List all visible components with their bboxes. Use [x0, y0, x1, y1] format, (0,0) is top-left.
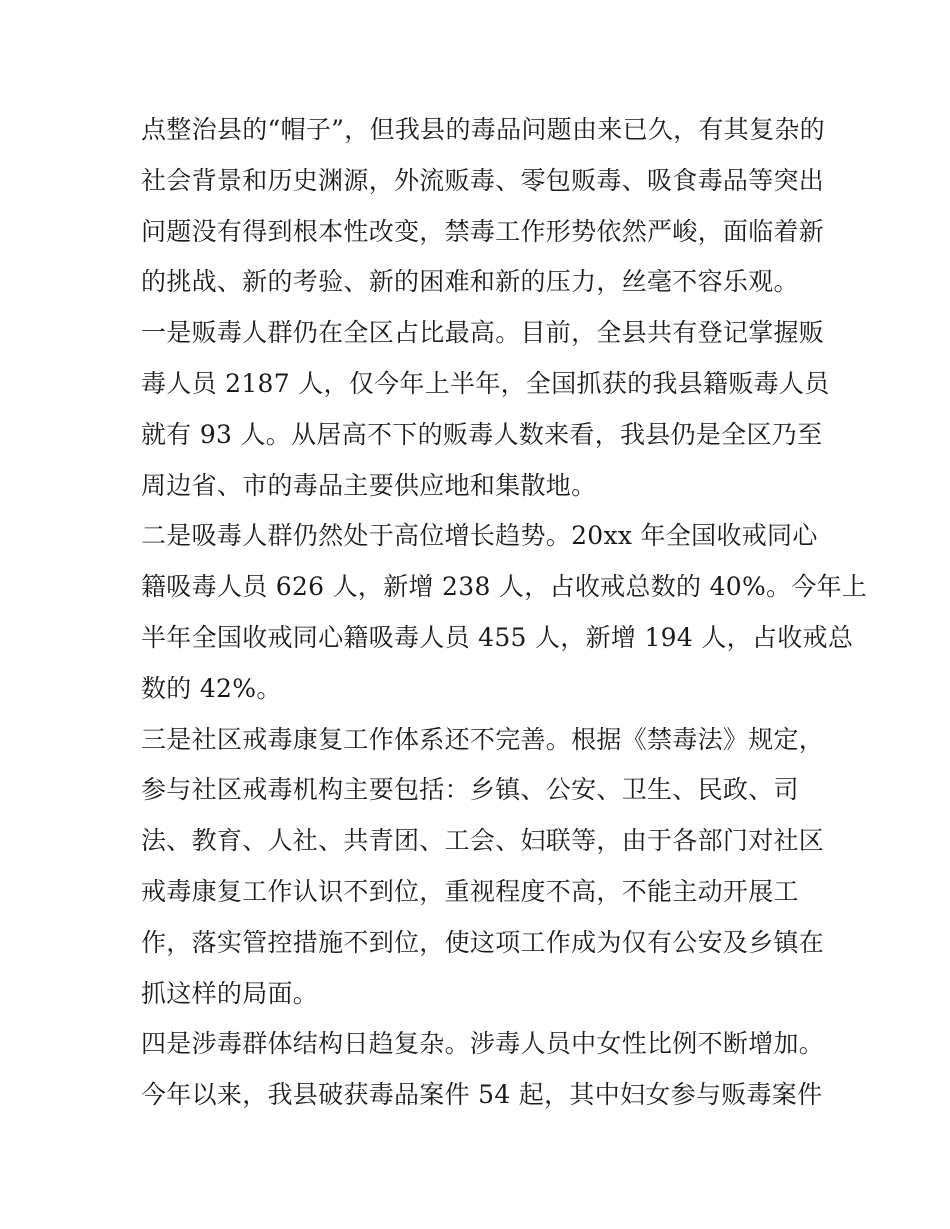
text-line: 毒人员 2187 人，仅今年上半年，全国抓获的我县籍贩毒人员	[141, 368, 830, 398]
text-line: 参与社区戒毒机构主要包括：乡镇、公安、卫生、民政、司	[141, 775, 799, 805]
text-line: 法、教育、人社、共青团、工会、妇联等，由于各部门对社区	[141, 826, 825, 856]
text-line: 作，落实管控措施不到位，使这项工作成为仅有公安及乡镇在	[141, 927, 825, 957]
text-line: 籍吸毒人员 626 人，新增 238 人，占收戒总数的 40%。今年上	[141, 572, 868, 602]
text-line: 点整治县的“帽子”，但我县的毒品问题由来已久，有其复杂的	[141, 115, 825, 144]
text-line: 一是贩毒人群仍在全区占比最高。目前，全县共有登记掌握贩	[141, 318, 825, 348]
text-line: 抓这样的局面。	[141, 978, 319, 1008]
text-line: 戒毒康复工作认识不到位，重视程度不高，不能主动开展工	[141, 876, 799, 906]
text-line: 三是社区戒毒康复工作体系还不完善。根据《禁毒法》规定，	[141, 724, 825, 754]
text-line: 数的 42%。	[141, 673, 282, 703]
text-line: 问题没有得到根本性改变，禁毒工作形势依然严峻，面临着新	[141, 216, 825, 246]
document-body	[141, 105, 868, 1121]
text-line: 二是吸毒人群仍然处于高位增长趋势。20xx 年全国收戒同心	[141, 521, 818, 551]
text-line: 社会背景和历史渊源，外流贩毒、零包贩毒、吸食毒品等突出	[141, 165, 825, 195]
text-line: 今年以来，我县破获毒品案件 54 起，其中妇女参与贩毒案件	[141, 1080, 823, 1110]
text-line: 周边省、市的毒品主要供应地和集散地。	[141, 470, 597, 500]
text-line: 半年全国收戒同心籍吸毒人员 455 人，新增 194 人，占收戒总	[141, 622, 854, 652]
text-line: 就有 93 人。从居高不下的贩毒人数来看，我县仍是全区乃至	[141, 419, 823, 449]
text-line: 的挑战、新的考验、新的困难和新的压力，丝毫不容乐观。	[141, 267, 799, 297]
text-line: 四是涉毒群体结构日趋复杂。涉毒人员中女性比例不断增加。	[141, 1029, 825, 1059]
